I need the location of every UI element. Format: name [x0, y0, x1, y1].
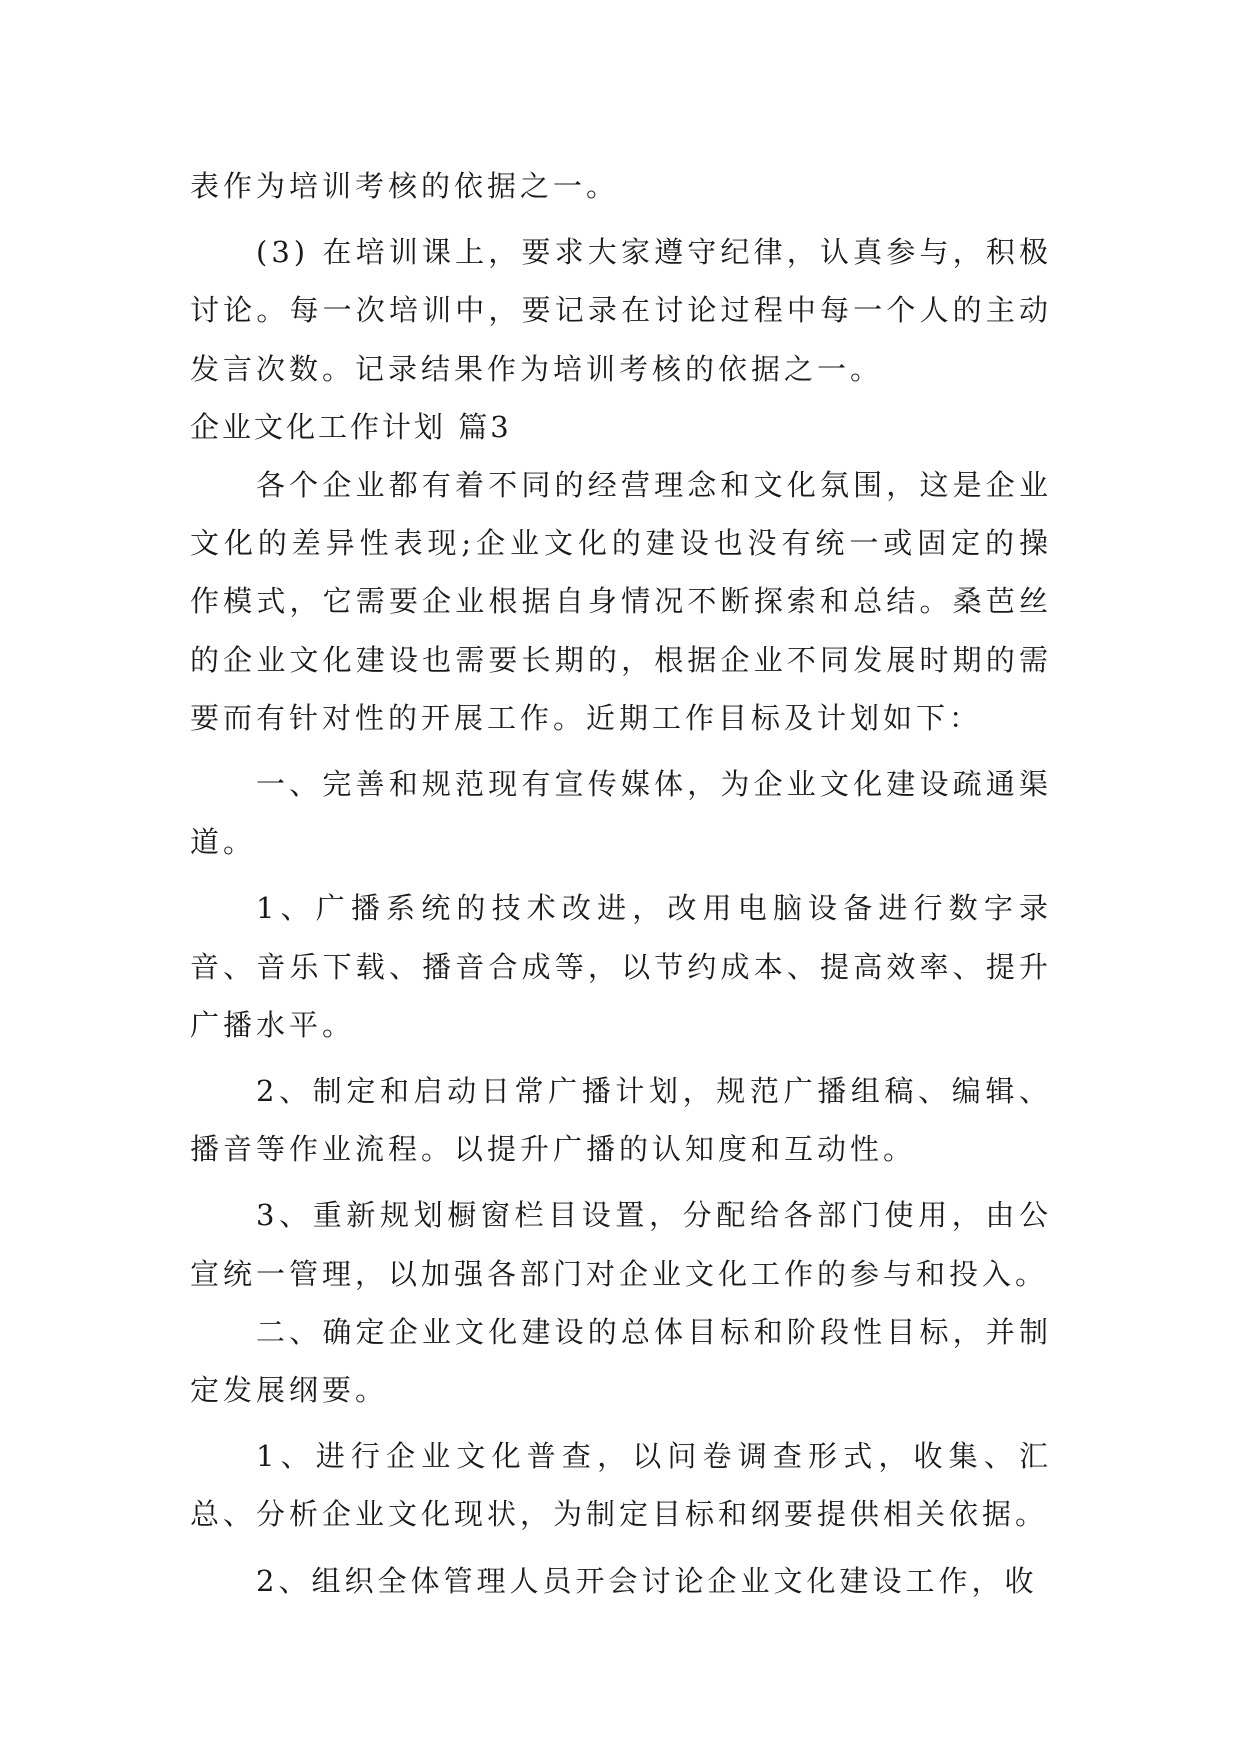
- paragraph-training-rule-3: (3) 在培训课上，要求大家遵守纪律，认真参与，积极讨论。每一次培训中，要记录在讨论过程中每一个人的主动发言次数。记录结果作为培训考核的依据之一。: [190, 235, 1052, 386]
- document-body: [190, 157, 1052, 1610]
- section-heading-plan-3: 企业文化工作计划 篇3: [190, 409, 512, 444]
- paragraph-goal-2-item-2: 2、组织全体管理人员开会讨论企业文化建设工作，收: [256, 1563, 1038, 1598]
- paragraph-continuation: 表作为培训考核的依据之一。: [190, 169, 620, 203]
- paragraph-goal-2-item-1: 1、进行企业文化普查，以问卷调查形式，收集、汇总、分析企业文化现状，为制定目标和纲要提供相关依据。: [190, 1439, 1052, 1532]
- paragraph-goal-2: 二、确定企业文化建设的总体目标和阶段性目标，并制定发展纲要。: [190, 1314, 1052, 1408]
- paragraph-goal-1-item-2: 2、制定和启动日常广播计划，规范广播组稿、编辑、播音等作业流程。以提升广播的认知度和互动性。: [190, 1074, 1052, 1167]
- paragraph-intro: 各个企业都有着不同的经营理念和文化氛围，这是企业文化的差异性表现;企业文化的建设也没有统一或固定的操作模式，它需要企业根据自身情况不断探索和总结。桑芭丝的企业文化建设也需要长期的，根据企业不同发展时期的需要而有针对性的开展工作。近期工作目标及计划如下：: [190, 468, 1052, 735]
- paragraph-goal-1-item-3: 3、重新规划橱窗栏目设置，分配给各部门使用，由公宣统一管理，以加强各部门对企业文化工作的参与和投入。: [190, 1198, 1052, 1291]
- paragraph-goal-1-item-1: 1、广播系统的技术改进，改用电脑设备进行数字录音、音乐下载、播音合成等，以节约成本、提高效率、提升广播水平。: [190, 891, 1052, 1042]
- paragraph-goal-1: 一、完善和规范现有宣传媒体，为企业文化建设疏通渠道。: [190, 767, 1052, 860]
